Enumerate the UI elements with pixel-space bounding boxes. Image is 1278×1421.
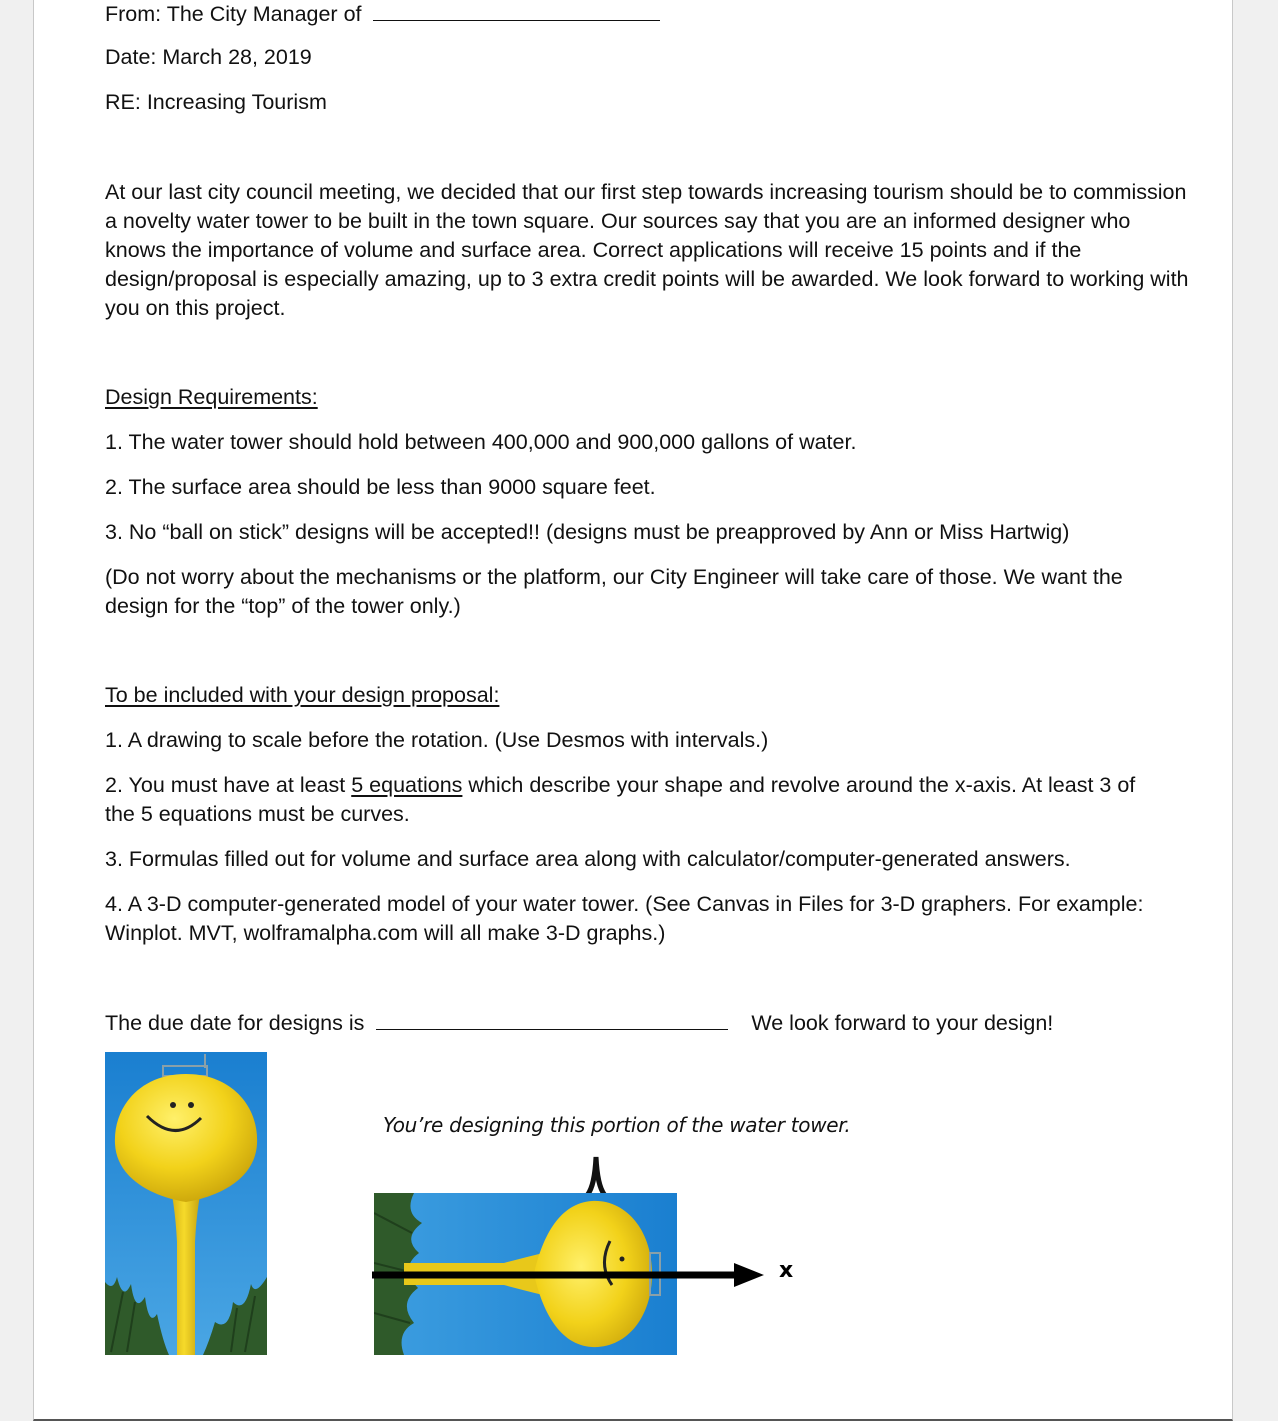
requirement-2: 2. The surface area should be less than 9000 square feet. <box>105 475 656 499</box>
proposal-item-2-post: which describe your shape and revolve around the x-axis. At least 3 of the 5 equations must be curves. <box>105 773 1136 826</box>
closing-text: We look forward to your design! <box>751 1011 1054 1035</box>
proposal-heading: To be included with your design proposal: <box>105 683 500 707</box>
proposal-item-2-pre: 2. You must have at least <box>105 773 352 797</box>
figure-caption: You’re designing this portion of the water tower. <box>383 1113 851 1137</box>
proposal-item-1: 1. A drawing to scale before the rotation. (Use Desmos with intervals.) <box>105 728 769 752</box>
smiley-right-eye <box>188 1102 194 1108</box>
city-name-blank <box>373 2 660 21</box>
water-tower-photo <box>105 1052 267 1355</box>
x-axis-arrowhead <box>734 1263 764 1287</box>
smiley-left-eye <box>170 1102 176 1108</box>
proposal-item-4: 4. A 3-D computer-generated model of your water tower. (See Canvas in Files for 3-D graphers. For example: Winplot. MVT, wolframalpha.com will all make 3-D graphs.) <box>105 892 1144 945</box>
design-requirements-heading: Design Requirements: <box>105 385 318 409</box>
re-line: RE: Increasing Tourism <box>105 90 327 114</box>
requirement-3: 3. No “ball on stick” designs will be accepted!! (designs must be preapproved by Ann or Miss Hartwig) <box>105 520 1070 544</box>
proposal-item-2 <box>105 771 1165 829</box>
water-tower-photo-drawing <box>105 1052 267 1355</box>
from-label: From: The City Manager of <box>105 2 362 26</box>
requirement-1: 1. The water tower should hold between 400,000 and 900,000 gallons of water. <box>105 430 857 454</box>
x-axis-label: x <box>779 1258 794 1283</box>
due-date-line <box>105 1009 1053 1038</box>
requirements-note: (Do not worry about the mechanisms or the platform, our City Engineer will take care of those. We want the design for the “top” of the tower only.) <box>105 565 1123 618</box>
due-date-label: The due date for designs is <box>105 1011 365 1035</box>
from-line <box>105 0 660 29</box>
due-date-blank <box>376 1011 728 1030</box>
intro-paragraph: At our last city council meeting, we decided that our first step towards increasing tourism should be to commission a novelty water tower to be built in the town square. Our sources say that you are an informed designer who knows the importance of volume and surface area. Correct applications will receive 15 points and if the design/proposal is especially amazing, up to 3 extra credit points will be awarded. We look forward to working with you on this project. <box>105 180 1189 320</box>
document-page <box>33 0 1233 1421</box>
proposal-item-2-emphasis: 5 equations <box>351 773 463 797</box>
proposal-item-3: 3. Formulas filled out for volume and surface area along with calculator/computer-generated answers. <box>105 847 1071 871</box>
x-axis-arrow <box>372 1260 772 1290</box>
date-line: Date: March 28, 2019 <box>105 45 312 69</box>
